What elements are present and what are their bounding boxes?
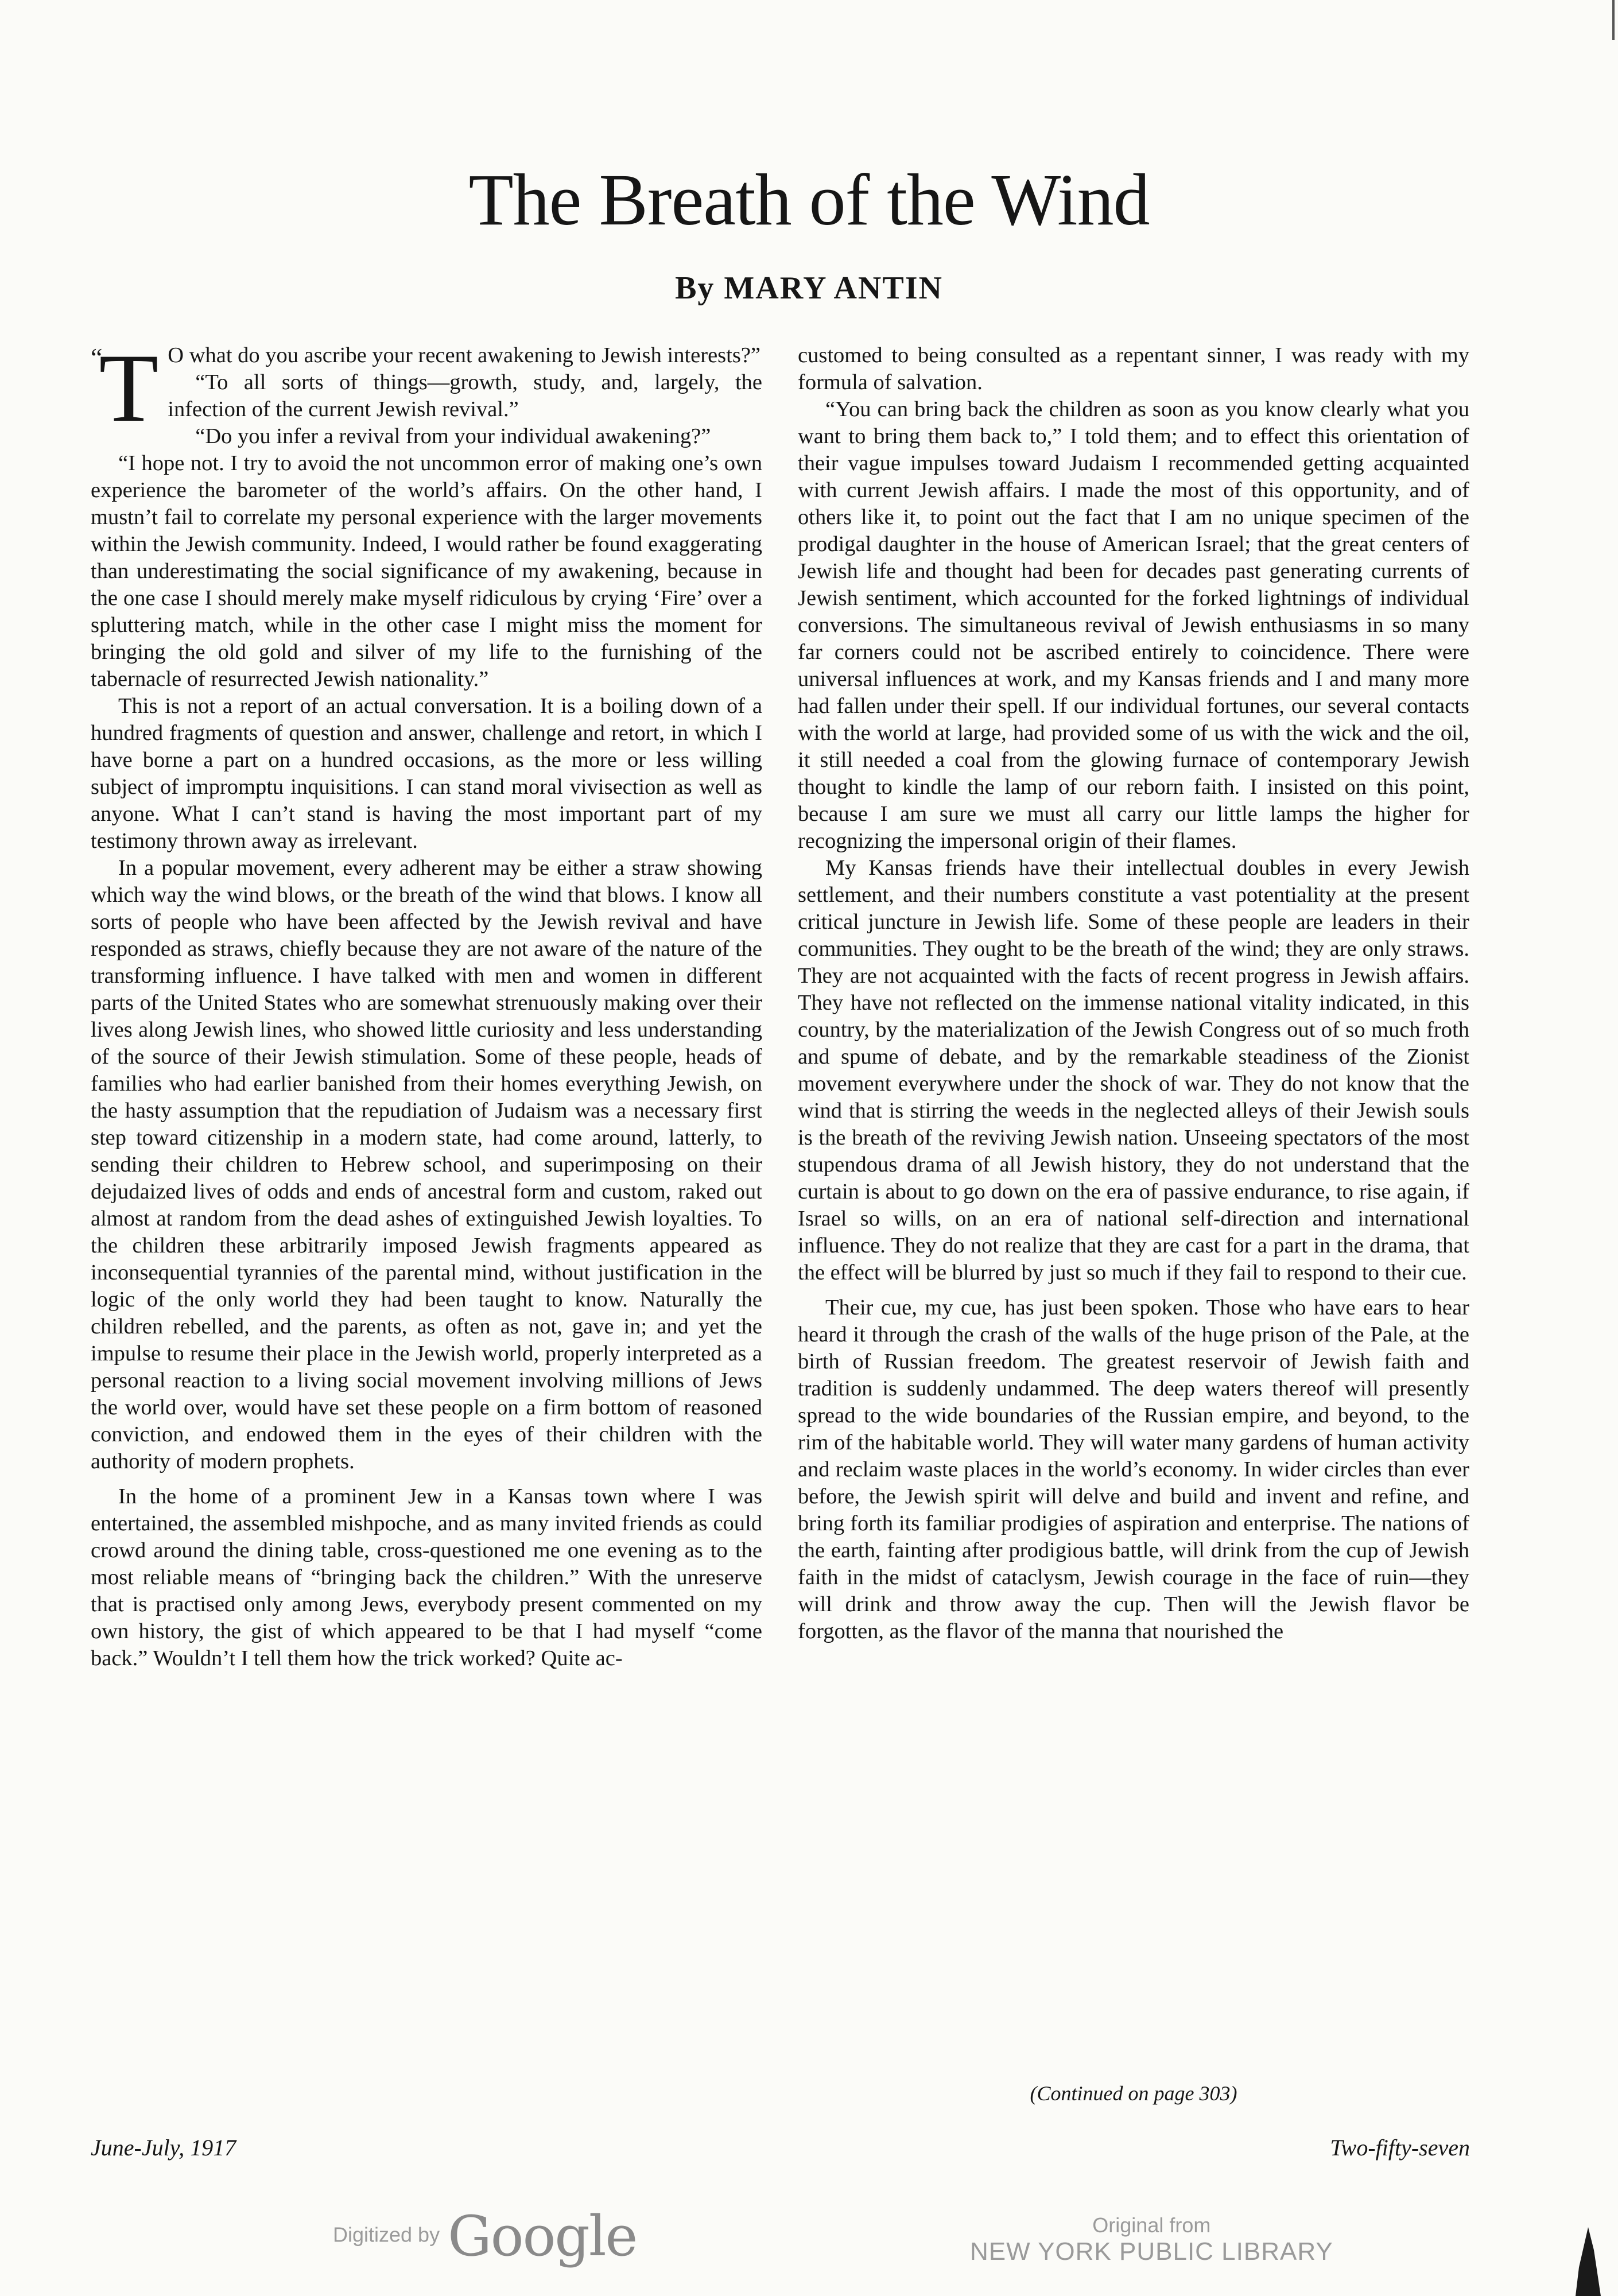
digitized-by-watermark <box>333 2204 637 2268</box>
page-number: Two-fifty-seven <box>1330 2135 1470 2161</box>
scan-edge-mark <box>1607 0 1615 40</box>
paragraph: Their cue, my cue, has just been spoken. Those who have ears to hear heard it through the crash of the walls of the huge prison of the Pale, at the birth of Russian freedom. The greatest reservoir of Jewish faith and tradition is suddenly undammed. The deep waters thereof will presently spread to the wide boundaries of the Russian empire, and beyond, to the rim of the habitable world. They will water many gardens of human activity and reclaim waste places in the world’s economy. In wider circles than ever before, the Jewish spirit will delve and build and invent and refine, and bring forth its familiar prodigies of aspiration and enterprise. The nations of the earth, fainting after prodigious battle, will drink from the cup of Jewish faith in the midst of cataclysm, Jewish courage in the face of ruin—they will drink and throw away the cup. Then will the Jewish flavor be forgotten, as the flavor of the manna that nourished the <box>798 1296 1469 1643</box>
digitized-by-label: Digitized by <box>333 2223 440 2247</box>
paragraph: “You can bring back the children as soon as you know clearly what you want to bring them back to,” I told them; and to effect this orientation of their vague impulses toward Judaism I recommended getting acquainted with current Jewish affairs. I made the most of this opportunity, and of others like it, to point out the fact that I am no unique specimen of the prodigal daughter in the house of American Israel; that the great centers of Jewish life and thought had been for decades past generating currents of Jewish sentiment, which accounted for the forked lightnings of individual conversions. The simultaneous revival of Jewish enthusiasms in so many far corners could not be ascribed entirely to coincidence. There were universal influences at work, and my Kansas friends and I and many more had fallen under their spell. If our individual fortunes, our several contacts with the world at large, had provided some of us with the wick and the oil, it still needed a coal from the glowing furnace of contemporary Jewish thought to kindle the lamp of our reborn faith. I insisted on this point, because I am sure we must all carry our little lamps the higher for recognizing the impersonal origin of their flames. <box>798 397 1469 853</box>
drop-cap: T <box>99 342 159 442</box>
article-title: The Breath of the Wind <box>468 159 1150 241</box>
paragraph: In the home of a prominent Jew in a Kansas town where I was entertained, the assembled mishpoche, and as many invited friends as could crowd around the dining table, cross-questioned me one evening as to the most reliable means of “bringing back the children.” With the unreserve that is practised only among Jews, everybody present commented on my own history, the gist of which appeared to be that I had myself “come back.” Wouldn’t I tell them how the trick worked? Quite ac- <box>91 1484 762 1670</box>
paragraph: In a popular movement, every adherent may be either a straw showing which way the wind blows, or the breath of the wind that blows. I know all sorts of people who have been affected by the Jewish revival and have responded as straws, chiefly because they are not aware of the nature of the transforming influence. I have talked with men and women in different parts of the United States who are somewhat strenuously making over their lives along Jewish lines, who showed little curiosity and less understanding of the source of their Jewish stimulation. Some of these people, heads of families who had earlier banished from their homes everything Jewish, on the hasty assumption that the repudiation of Judaism was a necessary first step toward citizenship in a modern state, had come around, latterly, to sending their children to Hebrew school, and superimposing on their dejudaized lives of odds and ends of ancestral form and custom, raked out almost at random from the dead ashes of extinguished Jewish loyalties. To the children these arbitrarily imposed Jewish fragments appeared as inconsequential tyrannies of the parental mind, without justification in the logic of the only world they had been taught to know. Naturally the children rebelled, and the parents, as often as not, gave in; and yet the impulse to resume their place in the Jewish world, properly interpreted as a personal reaction to a living social movement involving millions of Jews the world over, would have set these people on a firm bottom of reasoned conviction, and endowed them in the eyes of their children with the authority of modern prophets. <box>91 856 762 1473</box>
paragraph-text: O what do you ascribe your recent awakening to Jewish interests?” <box>168 343 761 367</box>
continued-note: (Continued on page 303) <box>1030 2082 1237 2105</box>
google-logo: Google <box>448 2204 637 2268</box>
text-column-right <box>798 342 1469 2104</box>
original-from-label: Original from <box>1092 2213 1211 2237</box>
opening-quote: “ <box>91 343 103 372</box>
paragraph: “Do you infer a revival from your individual awakening?” <box>195 424 711 448</box>
issue-date: June-July, 1917 <box>91 2135 236 2161</box>
scan-thumb-mark <box>1571 2227 1603 2296</box>
paragraph: “To all sorts of things—growth, study, and, largely, the infection of the current Jewish revival.” <box>168 370 762 421</box>
paragraph: customed to being consulted as a repentant sinner, I was ready with my formula of salvation. <box>798 343 1469 394</box>
article-byline: By MARY ANTIN <box>675 270 943 306</box>
paragraph: This is not a report of an actual conversation. It is a boiling down of a hundred fragments of question and answer, challenge and retort, in which I have borne a part on a hundred occasions, as the more or less willing subject of impromptu inquisitions. I can stand moral vivisection as well as anyone. What I can’t stand is having the most important part of my testimony thrown away as irrelevant. <box>91 694 762 853</box>
library-watermark <box>970 2213 1333 2266</box>
library-name: NEW YORK PUBLIC LIBRARY <box>970 2237 1333 2266</box>
paragraph: My Kansas friends have their intellectual doubles in every Jewish settlement, and their numbers constitute a vast potentiality at the present critical juncture in Jewish life. Some of these people are leaders in their communities. They ought to be the breath of the wind; they are only straws. They are not acquainted with the facts of recent progress in Jewish affairs. They have not reflected on the immense national vitality indicated, in this country, by the materialization of the Jewish Congress out of so much froth and spume of debate, and by the remarkable steadiness of the Zionist movement everywhere under the shock of war. They do not know that the wind that is stirring the weeds in the neglected alleys of their Jewish souls is the breath of the reviving Jewish nation. Unseeing spectators of the most stupendous drama of all Jewish history, they do not understand that the curtain is about to go down on the era of passive endurance, to rise again, if Israel so wills, on an era of national self-direction and international influence. They do not realize that they are cast for a part in the drama, that the effect will be blurred by just so much if they fail to respond to their cue. <box>798 856 1469 1285</box>
paragraph: “I hope not. I try to avoid the not uncommon error of making one’s own experience the barometer of the world’s affairs. On the other hand, I mustn’t fail to correlate my personal experience with the larger movements within the Jewish community. Indeed, I would rather be found exaggerating than underestimating the social significance of my awakening, because in the one case I should merely make myself ridiculous by crying ‘Fire’ over a spluttering match, while in the other case I might miss the moment for bringing the old gold and silver of my life to the furnishing of the tabernacle of resurrected Jewish nationality.” <box>91 451 762 691</box>
text-column-left <box>91 342 762 2104</box>
